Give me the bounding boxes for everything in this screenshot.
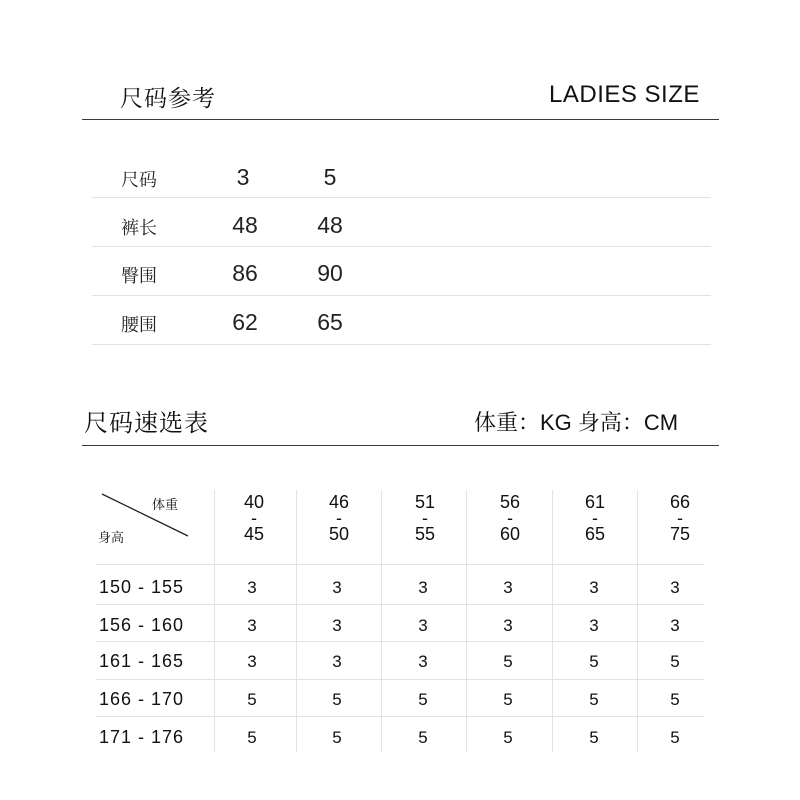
table-cell: 5 (323, 164, 337, 190)
table-cell: 5 (670, 728, 680, 747)
table-cell: 5 (589, 652, 599, 671)
size-reference-title: 尺码参考 (120, 86, 216, 112)
row-divider (96, 604, 704, 605)
table-row-label: 裤长 (121, 218, 157, 239)
table-cell: 5 (247, 728, 257, 747)
table-cell: 3 (418, 652, 428, 671)
table-cell: 3 (332, 616, 342, 635)
table-cell: 3 (236, 164, 250, 190)
table-cell: 5 (418, 690, 428, 709)
table-row-label: 尺码 (121, 170, 157, 191)
table-cell: 86 (232, 260, 258, 286)
table-cell: 3 (418, 616, 428, 635)
table-cell: 3 (418, 578, 428, 597)
corner-height-label: 身高 (98, 531, 125, 546)
quick-select-divider (82, 445, 719, 446)
quick-select-title: 尺码速选表 (84, 409, 209, 437)
weight-range-header: 56 - 60 (499, 492, 521, 544)
table-cell: 3 (332, 652, 342, 671)
row-divider (96, 716, 704, 717)
height-range-label: 161 - 165 (99, 651, 185, 671)
table-cell: 62 (232, 309, 258, 335)
table-cell: 5 (670, 690, 680, 709)
size-reference-subtitle: LADIES SIZE (549, 81, 700, 108)
column-divider (296, 490, 297, 752)
table-cell: 5 (589, 690, 599, 709)
height-range-label: 156 - 160 (99, 615, 185, 635)
table-cell: 3 (589, 578, 599, 597)
column-divider (637, 490, 638, 752)
weight-range-header: 66 - 75 (669, 492, 691, 544)
weight-range-header: 40 - 45 (243, 492, 265, 544)
table-cell: 48 (317, 212, 343, 238)
column-divider (552, 490, 553, 752)
table-row-label: 臀围 (121, 266, 157, 287)
table-cell: 3 (247, 652, 257, 671)
weight-range-header: 46 - 50 (328, 492, 350, 544)
table-cell: 5 (332, 728, 342, 747)
corner-weight-label: 体重 (152, 498, 179, 513)
table-cell: 5 (418, 728, 428, 747)
row-divider (92, 246, 711, 247)
weight-range-header: 51 - 55 (414, 492, 436, 544)
table-cell: 5 (503, 728, 513, 747)
table-cell: 3 (247, 578, 257, 597)
table-cell: 3 (670, 578, 680, 597)
height-range-label: 166 - 170 (99, 689, 185, 709)
table-cell: 5 (503, 690, 513, 709)
size-reference-divider (82, 119, 719, 120)
row-divider (92, 197, 711, 198)
column-divider (214, 490, 215, 752)
table-cell: 5 (670, 652, 680, 671)
weight-range-header: 61 - 65 (584, 492, 606, 544)
height-range-label: 150 - 155 (99, 577, 185, 597)
row-divider (96, 641, 704, 642)
table-cell: 5 (503, 652, 513, 671)
table-cell: 3 (670, 616, 680, 635)
row-divider (96, 564, 704, 565)
height-range-label: 171 - 176 (99, 727, 185, 747)
table-cell: 5 (332, 690, 342, 709)
row-divider (92, 295, 711, 296)
table-cell: 65 (317, 309, 343, 335)
quick-select-units: 体重：KG 身高：CM (474, 410, 679, 435)
column-divider (381, 490, 382, 752)
table-row-label: 腰围 (121, 315, 157, 336)
table-cell: 3 (503, 578, 513, 597)
table-cell: 90 (317, 260, 343, 286)
table-cell: 5 (247, 690, 257, 709)
table-cell: 3 (332, 578, 342, 597)
column-divider (466, 490, 467, 752)
table-cell: 5 (589, 728, 599, 747)
table-cell: 48 (232, 212, 258, 238)
table-cell: 3 (589, 616, 599, 635)
row-divider (96, 679, 704, 680)
table-cell: 3 (503, 616, 513, 635)
table-cell: 3 (247, 616, 257, 635)
row-divider (92, 344, 711, 345)
